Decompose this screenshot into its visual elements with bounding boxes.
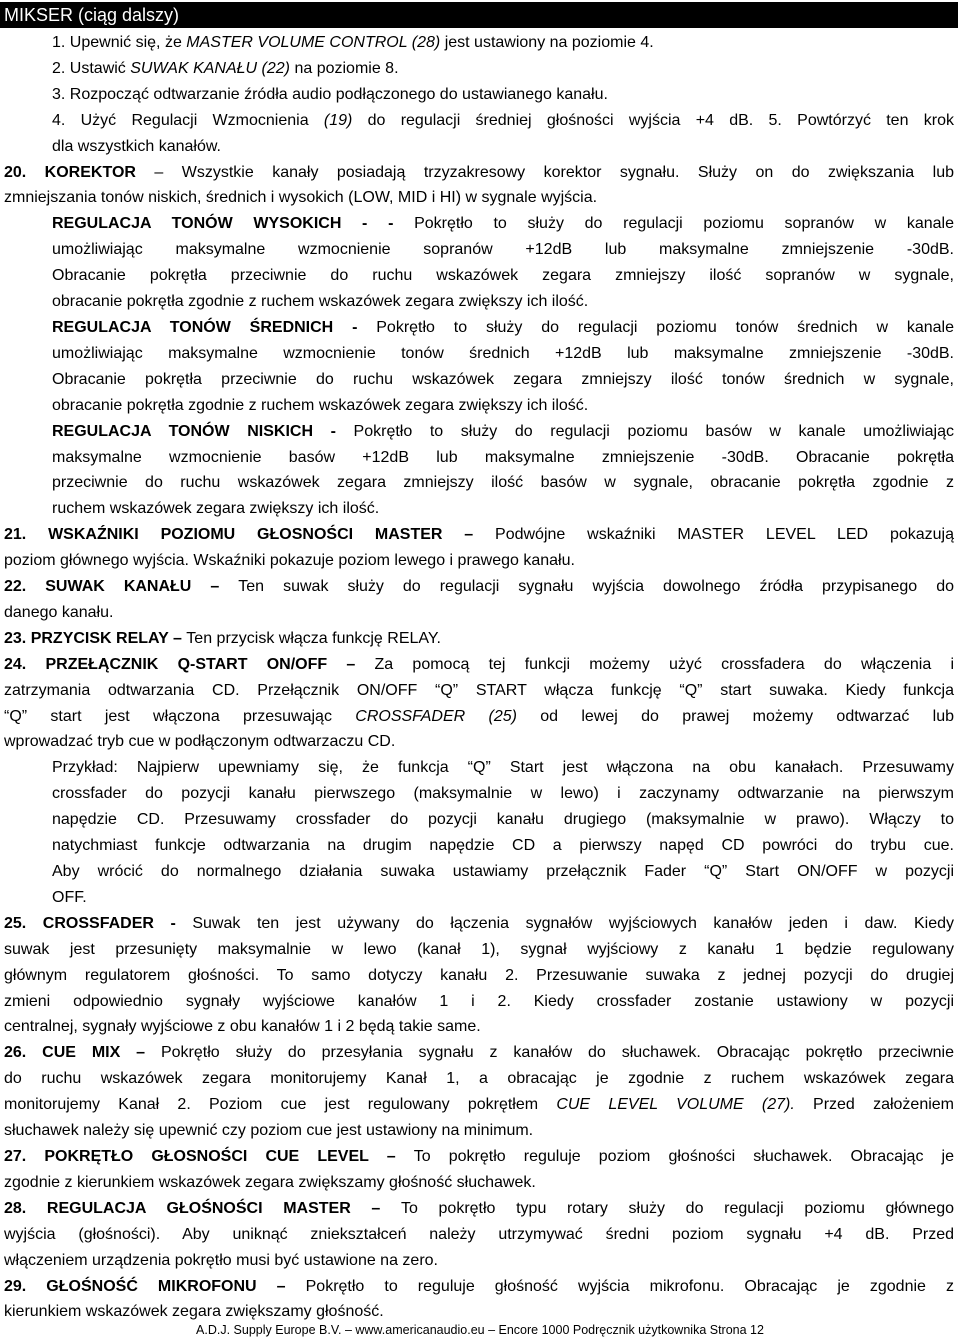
text-run: Pokrętło to reguluje głośność wyjścia mikrofonu. Obracając je zgodnie z	[305, 1277, 955, 1295]
text-run: Pokrętło to służy do regulacji poziomu tonów średnich w kanale	[376, 318, 955, 336]
text-line	[4, 937, 954, 963]
text-run: do ruchu wskazówek zegara monitorujemy Kanał 1, a obracając je zgodnie z ruchem wskazówek zegara	[4, 1070, 954, 1088]
text-run: na poziomie 8.	[290, 59, 399, 77]
text-line	[4, 315, 954, 341]
text-run: OFF.	[52, 888, 87, 906]
text-run: napędzie CD. Przesuwamy crossfader do pozycji kanału drugiego (maksymalnie w prawo). Włączy to	[52, 811, 954, 829]
text-line	[4, 963, 954, 989]
paragraph	[4, 1196, 954, 1274]
text-run: natychmiast funkcje odtwarzania na drugim napędzie CD a pierwszy napęd CD powróci do trybu cue.	[52, 837, 954, 855]
bold-heading-text: 21. WSKAŹNIKI POZIOMU GŁOSNOŚCI MASTER –	[4, 526, 496, 544]
text-run: Pokrętło to służy do regulacji poziomu basów w kanale umożliwiając	[353, 422, 955, 440]
text-run: Pokrętło służy do przesyłania sygnału z kanałów do słuchawek. Obracając pokrętło przeciwnie	[160, 1044, 955, 1062]
text-line	[4, 1092, 954, 1118]
text-run: od lewej do prawej możemy odtwarzać lub	[516, 707, 954, 725]
text-run: – Wszystkie kanały posiadają trzyzakresowy korektor sygnału. Służy on do zwiększania lub	[154, 163, 954, 181]
text-line	[4, 626, 954, 652]
text-line	[4, 185, 954, 211]
text-run: umożliwiając maksymalne wzmocnienie sopranów +12dB lub maksymalne zmniejszenie -30dB.	[52, 241, 954, 259]
text-run: 4. Użyć Regulacji Wzmocnienia	[52, 111, 324, 129]
text-run: 3. Rozpocząć odtwarzanie źródła audio podłączonego do ustawianego kanału.	[52, 85, 608, 103]
text-line	[4, 1274, 954, 1300]
text-line	[4, 393, 954, 419]
paragraph	[4, 911, 954, 1041]
section-header: MIKSER (ciąg dalszy)	[0, 2, 958, 28]
bold-heading-text: 26. CUE MIX –	[4, 1044, 161, 1062]
text-line	[4, 30, 954, 56]
text-line	[4, 1170, 954, 1196]
bold-heading-text: REGULACJA TONÓW WYSOKICH - -	[52, 215, 415, 233]
text-run: przeciwnie do ruchu wskazówek zegara zmniejszy ilość basów w sygnale, obracanie pokrętła zgodnie z	[52, 474, 954, 492]
text-line	[4, 1040, 954, 1066]
text-line	[4, 211, 954, 237]
bold-heading-text: 23. PRZYCISK RELAY –	[4, 629, 187, 647]
text-run: Przed założeniem	[794, 1096, 954, 1114]
text-line	[4, 82, 954, 108]
text-line	[4, 885, 954, 911]
text-run: Pokrętło to służy do regulacji poziomu sopranów w kanale	[414, 215, 954, 233]
italic-text: (19)	[323, 111, 353, 129]
bold-heading-text: 27. POKRĘTŁO GŁOSNOŚCI CUE LEVEL –	[4, 1147, 414, 1165]
text-line	[4, 522, 954, 548]
text-line	[4, 678, 954, 704]
text-run: Podwójne wskaźniki MASTER LEVEL LED pokazują	[495, 526, 954, 544]
italic-text: MASTER VOLUME CONTROL (28)	[186, 34, 441, 51]
text-run: Przykład: Najpierw upewniamy się, że funkcja “Q” Start jest włączona na obu kanałach. Przesuwamy	[52, 759, 954, 777]
paragraph	[4, 56, 954, 82]
text-line	[4, 108, 954, 134]
text-line	[4, 548, 954, 574]
paragraph	[4, 1274, 954, 1326]
bold-heading-text: 24. PRZEŁĄCZNIK Q-START ON/OFF –	[4, 655, 375, 673]
paragraph	[4, 211, 954, 315]
paragraph	[4, 419, 954, 523]
text-run: słuchawek należy się upewnić czy poziom cue jest ustawiony na minimum.	[4, 1122, 534, 1140]
paragraph	[4, 755, 954, 910]
text-line	[4, 911, 954, 937]
text-run: suwak jest przesunięty maksymalnie w lewo (kanał 1), sygnał wyjściowy z kanału 1 będzie regulowany	[4, 940, 954, 958]
text-line	[4, 729, 954, 755]
text-line	[4, 781, 954, 807]
text-line	[4, 496, 954, 522]
text-line	[4, 1014, 954, 1040]
paragraph	[4, 1144, 954, 1196]
text-run: centralnej, sygnały wyjściowe z obu kanałów 1 i 2 będą takie same.	[4, 1018, 481, 1036]
bold-heading-text: 29. GŁOŚNOŚĆ MIKROFONU –	[4, 1277, 306, 1295]
text-line	[4, 341, 954, 367]
text-run: obracanie pokrętła zgodnie z ruchem wskazówek zegara zwiększy ich ilość.	[52, 293, 589, 311]
text-line	[4, 445, 954, 471]
bold-heading-text: 28. REGULACJA GŁOŚNOŚCI MASTER –	[4, 1199, 401, 1217]
bold-heading-text: 25. CROSSFADER -	[4, 914, 193, 932]
paragraph	[4, 574, 954, 626]
text-line	[4, 1118, 954, 1144]
paragraph	[4, 108, 954, 160]
text-run: wyjścia (głośności). Aby uniknąć zniekształceń należy utrzymywać średni poziom sygnału +4 dB. Przed	[4, 1225, 954, 1243]
text-run: To pokrętło reguluje poziom głośności słuchawek. Obracając je	[413, 1147, 955, 1165]
text-line	[4, 989, 954, 1015]
paragraph	[4, 522, 954, 574]
text-run: Suwak ten jest używany do łączenia sygnałów wyjściowych kanałów jeden i daw. Kiedy	[192, 914, 954, 932]
text-run: zmieni odpowiednio sygnały wyjściowe kanałów 1 i 2. Kiedy crossfader zostanie ustawiony w pozycji	[4, 992, 954, 1010]
paragraph	[4, 315, 954, 419]
document-body	[4, 30, 954, 1325]
text-line	[4, 1196, 954, 1222]
text-line	[4, 160, 954, 186]
text-line	[4, 1222, 954, 1248]
text-run: Aby wrócić do normalnego działania suwaka ustawiamy przełącznik Fader “Q” Start ON/OFF w pozycji	[52, 863, 954, 880]
text-line	[4, 1248, 954, 1274]
text-line	[4, 704, 954, 730]
text-line	[4, 807, 954, 833]
text-run: 2. Ustawić	[52, 59, 131, 77]
text-line	[4, 470, 954, 496]
text-line	[4, 600, 954, 626]
text-run: dla wszystkich kanałów.	[52, 137, 221, 155]
text-run: jest ustawiony na poziomie 4.	[440, 34, 654, 51]
text-run: umożliwiając maksymalne wzmocnienie tonów średnich +12dB lub maksymalne zmniejszenie -30dB.	[52, 344, 954, 362]
paragraph	[4, 160, 954, 212]
text-line	[4, 367, 954, 393]
bold-heading-text: 20. KOREKTOR	[4, 163, 155, 181]
text-line	[4, 859, 954, 885]
bold-heading-text: REGULACJA TONÓW NISKICH -	[52, 422, 354, 440]
paragraph	[4, 626, 954, 652]
text-run: zatrzymania odtwarzania CD. Przełącznik ON/OFF “Q” START włącza funkcję “Q” start suwaka. Kiedy funkcja	[4, 681, 954, 699]
text-run: maksymalne wzmocnienie basów +12dB lub maksymalne zmniejszenie -30dB. Obracanie pokrętła	[52, 448, 954, 466]
text-run: poziom głównego wyjścia. Wskaźniki pokazuje poziom lewego i prawego kanału.	[4, 552, 575, 570]
text-run: głównym regulatorem głośności. To samo dotyczy kanału 2. Przesuwanie suwaka z jednej pozycji do drugiej	[4, 966, 954, 984]
text-run: Za pomocą tej funkcji możemy użyć crossfadera do włączenia i	[374, 655, 954, 673]
text-run: zmniejszania tonów niskich, średnich i wysokich (LOW, MID i HI) w sygnale wyjścia.	[4, 189, 598, 207]
text-line	[4, 1066, 954, 1092]
paragraph	[4, 652, 954, 756]
text-run: danego kanału.	[4, 603, 114, 621]
text-run: “Q” start jest włączona przesuwając	[4, 707, 356, 725]
text-run: Ten przycisk włącza funkcję RELAY.	[186, 629, 441, 647]
text-line	[4, 833, 954, 859]
bold-heading-text: 22. SUWAK KANAŁU –	[4, 578, 239, 596]
text-line	[4, 1144, 954, 1170]
italic-text: CROSSFADER (25)	[355, 707, 517, 725]
text-run: To pokrętło typu rotary służy do regulacji poziomu głównego	[400, 1199, 954, 1217]
text-line	[4, 652, 954, 678]
paragraph	[4, 1040, 954, 1144]
text-line	[4, 419, 954, 445]
text-run: 1. Upewnić się, że	[52, 34, 187, 51]
text-run: Obracanie pokrętła przeciwnie do ruchu wskazówek zegara zmniejszy ilość tonów średnich w sygnale,	[52, 370, 954, 388]
text-run: wprowadzać tryb cue w podłączonym odtwarzaczu CD.	[4, 733, 396, 751]
text-line	[4, 574, 954, 600]
italic-text: SUWAK KANAŁU (22)	[130, 59, 290, 77]
page-footer: A.D.J. Supply Europe B.V. – www.americanaudio.eu – Encore 1000 Podręcznik użytkownika Strona 12	[196, 1323, 764, 1337]
text-line	[4, 134, 954, 160]
text-run: Ten suwak służy do regulacji sygnału wyjścia dowolnego źródła przypisanego do	[238, 578, 954, 596]
text-line	[4, 263, 954, 289]
text-run: crossfader do pozycji kanału pierwszego (maksymalnie w lewo) i zaczynamy odtwarzanie na pierwszym	[52, 785, 954, 803]
text-line	[4, 237, 954, 263]
text-line	[4, 289, 954, 315]
text-run: monitorujemy Kanał 2. Poziom cue jest regulowany pokrętłem	[4, 1096, 557, 1114]
text-run: obracanie pokrętła zgodnie z ruchem wskazówek zegara zwiększy ich ilość.	[52, 396, 589, 414]
text-run: włączeniem urządzenia pokrętło musi być ustawione na zero.	[4, 1251, 438, 1269]
text-run: do regulacji średniej głośności wyjścia +4 dB. 5. Powtórzyć ten krok	[352, 111, 954, 129]
text-run: zgodnie z kierunkiem wskazówek zegara zwiększamy głośność słuchawek.	[4, 1173, 536, 1191]
text-line	[4, 755, 954, 781]
paragraph	[4, 82, 954, 108]
italic-text: CUE LEVEL VOLUME (27).	[556, 1096, 795, 1114]
text-run: kierunkiem wskazówek zegara zwiększamy głośność.	[4, 1303, 384, 1321]
bold-heading-text: REGULACJA TONÓW ŚREDNICH -	[52, 318, 377, 336]
text-run: Obracanie pokrętła przeciwnie do ruchu wskazówek zegara zmniejszy ilość sopranów w sygnale,	[52, 267, 954, 285]
paragraph	[4, 30, 954, 56]
text-run: ruchem wskazówek zegara zwiększy ich ilość.	[52, 500, 380, 518]
text-line	[4, 56, 954, 82]
